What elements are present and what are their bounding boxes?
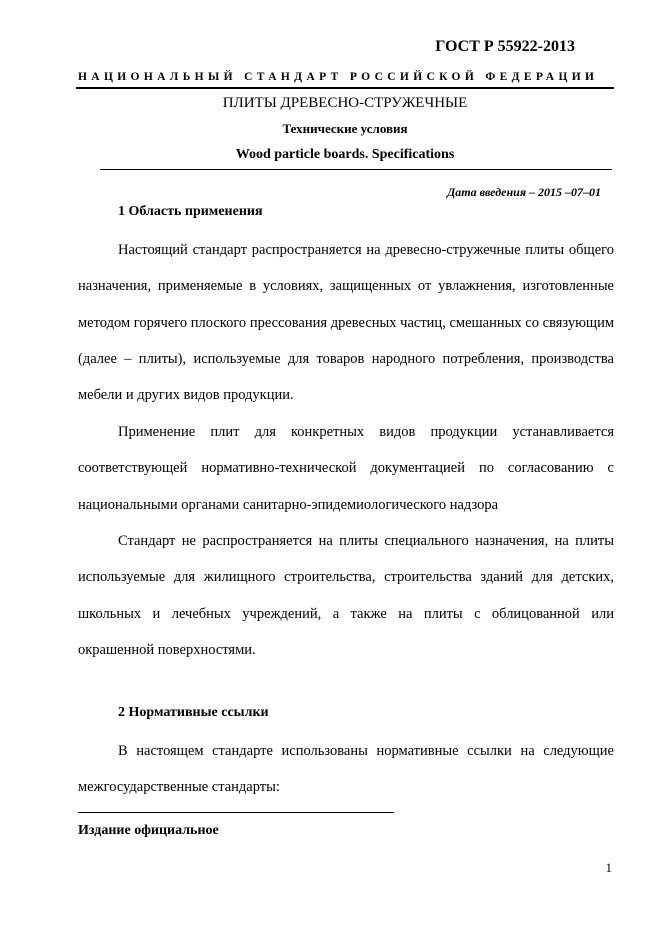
header-rule (76, 87, 614, 89)
official-edition-label: Издание официальное (78, 823, 219, 838)
section-heading-scope: 1 Область применения (118, 204, 263, 219)
references-paragraph: В настоящем стандарте использованы нормативные ссылки на следующие межгосударственные стандарты: (78, 743, 614, 796)
scope-paragraph-3: Стандарт не распространяется на плиты специального назначения, на плиты используемые для жилищного строительства, строительства зданий для детских, школьных и лечебных учреждений, а также на плиты с облицованной или окрашенной поверхностями. (78, 533, 614, 658)
document-title: ПЛИТЫ ДРЕВЕСНО-СТРУЖЕЧНЫЕ (222, 95, 468, 111)
footnote-rule (78, 812, 394, 813)
page-number: 1 (605, 860, 612, 875)
introduction-date: Дата введения – 2015 –07–01 (447, 185, 601, 199)
section-heading-references: 2 Нормативные ссылки (118, 705, 269, 720)
standard-number: ГОСТ Р 55922-2013 (435, 38, 575, 55)
scope-paragraph-2: Применение плит для конкретных видов продукции устанавливается соответствующей нормативно-технической документацией по согласованию с национальными органами санитарно-эпидемиологического надзора (78, 424, 614, 513)
title-rule (100, 169, 612, 170)
document-title-english: Wood particle boards. Specifications (235, 147, 455, 162)
document-subtitle: Технические условия (282, 121, 408, 136)
scope-paragraph-1: Настоящий стандарт распространяется на древесно-стружечные плиты общего назначения, применяемые в условиях, защищенных от увлажнения, изготовленные методом горячего плоского прессования древесных частиц, смешанных со связующим (далее – плиты), используемые для товаров народного потребления, производства мебели и других видов продукции. (78, 242, 614, 404)
national-standard-header: НАЦИОНАЛЬНЫЙ СТАНДАРТ РОССИЙСКОЙ ФЕДЕРАЦИИ (78, 71, 599, 83)
